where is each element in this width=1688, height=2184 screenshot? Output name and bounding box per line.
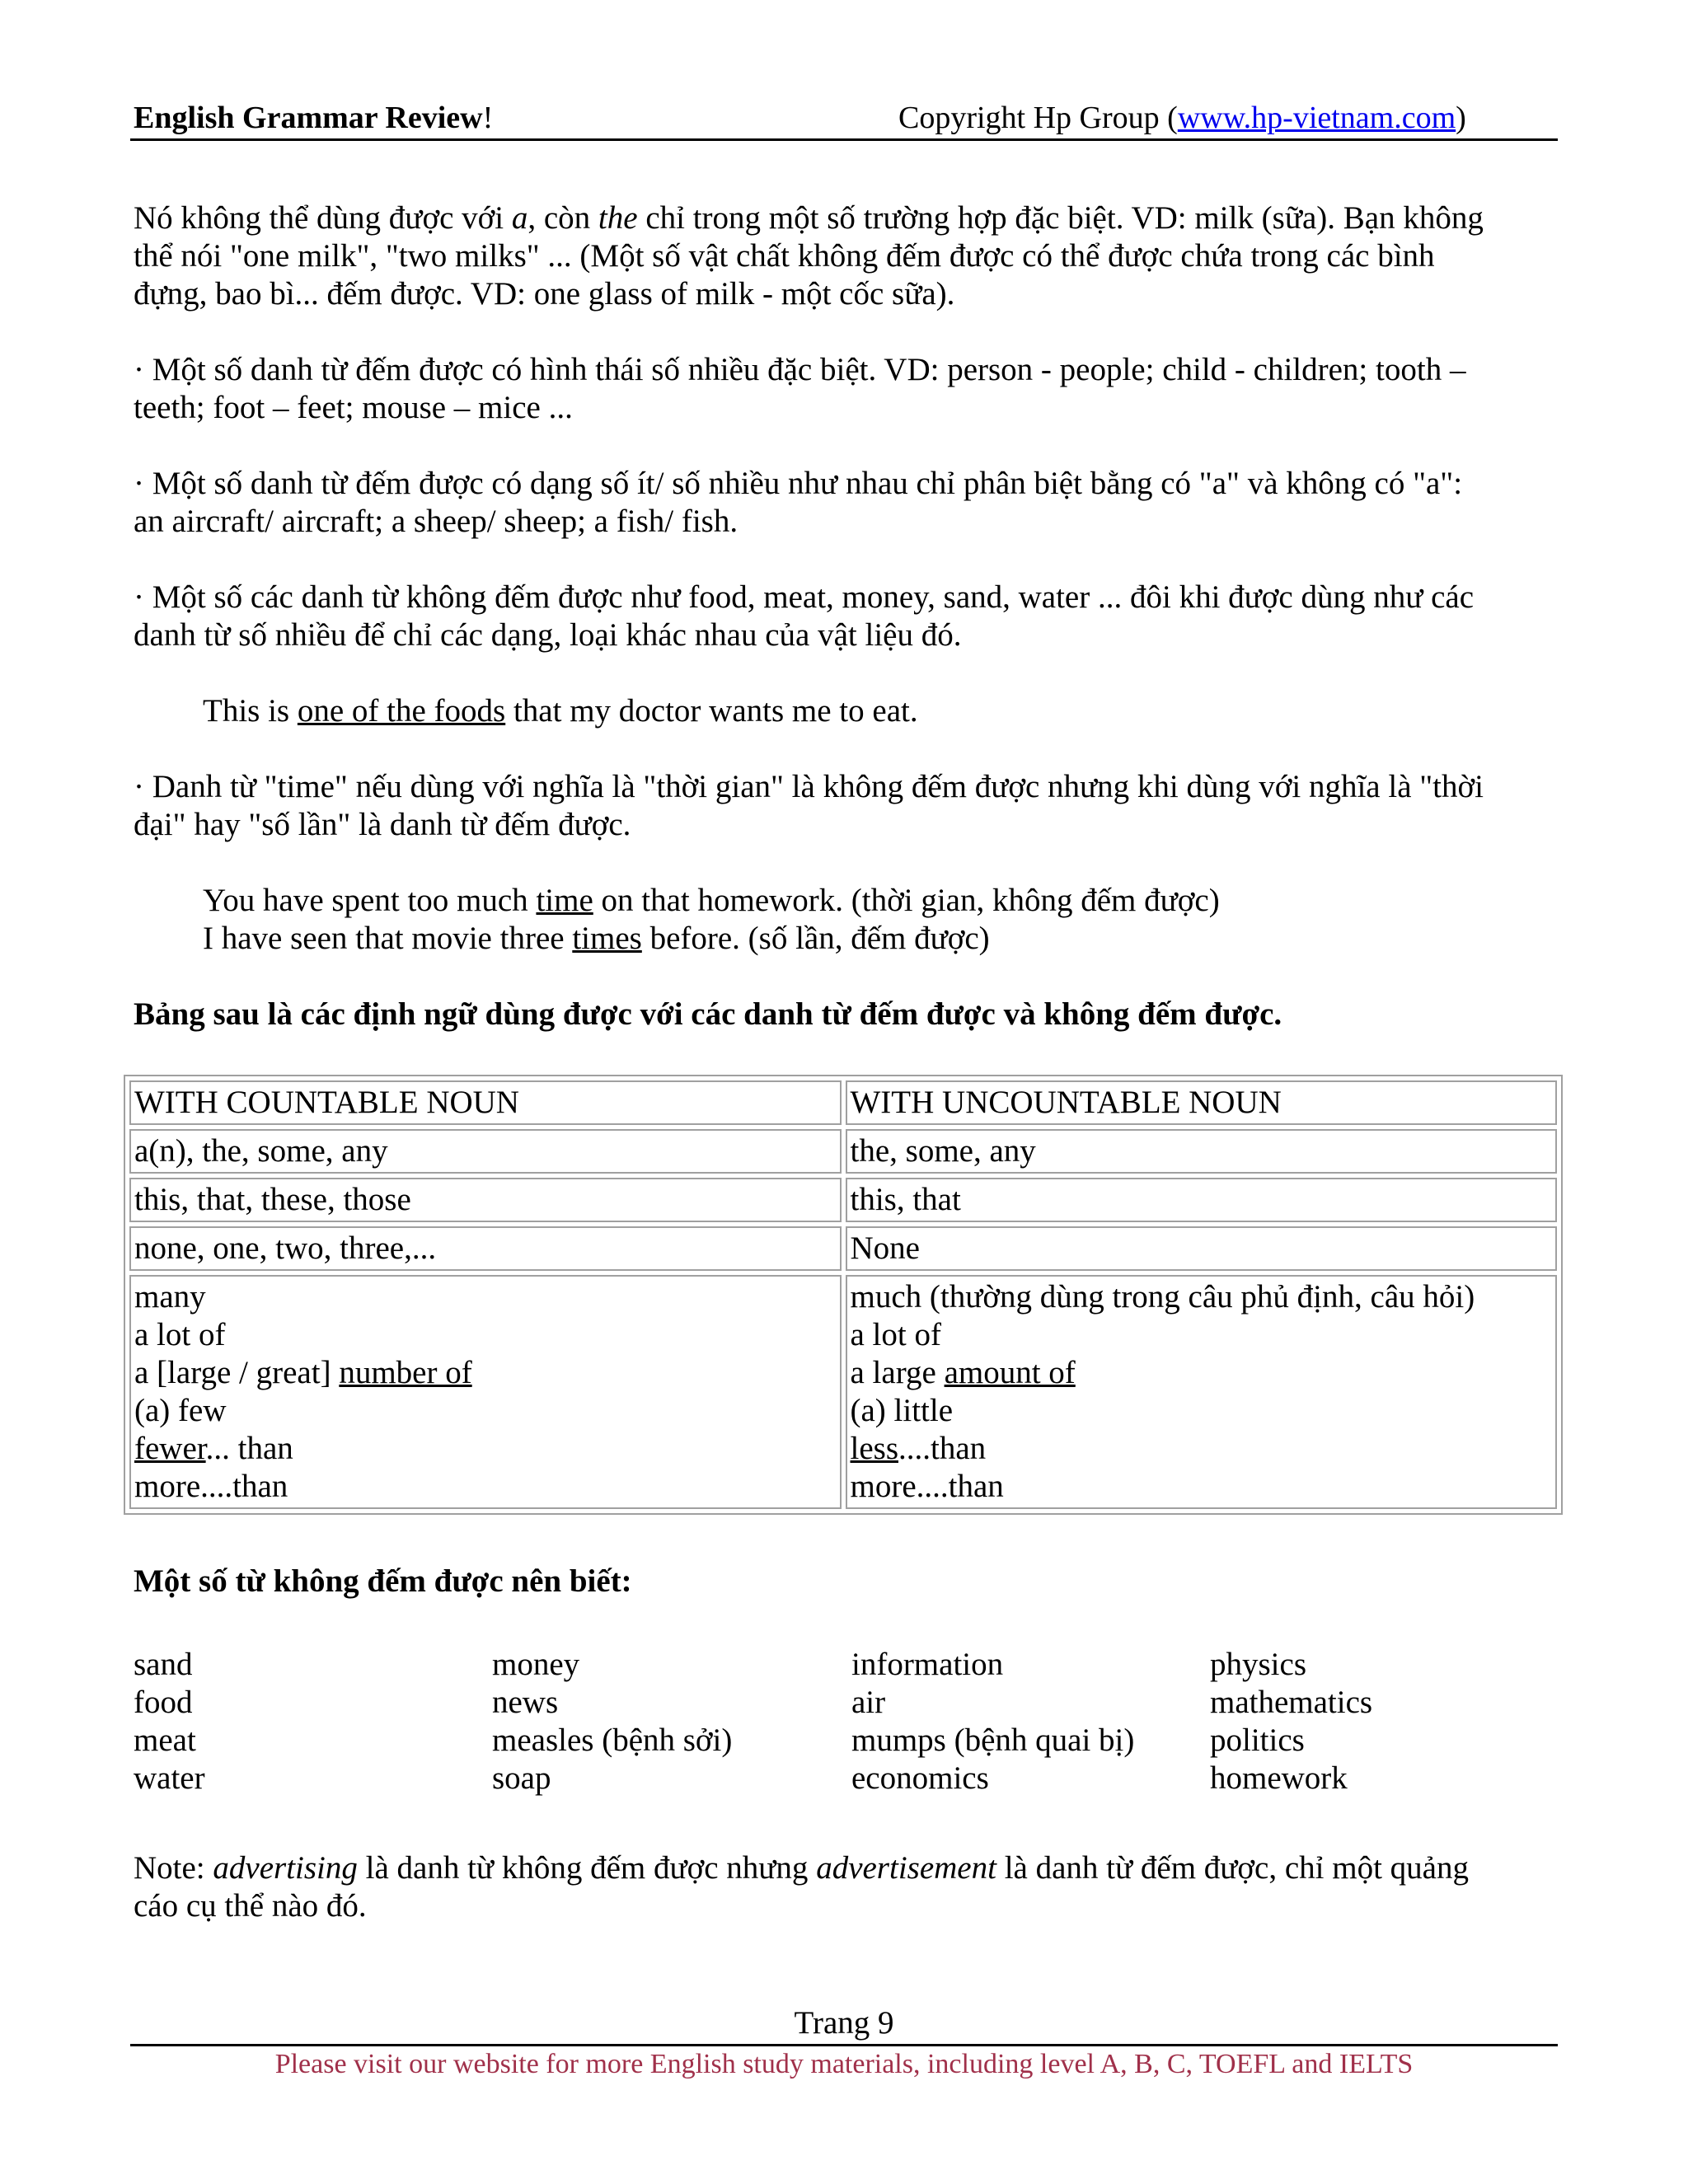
para2-line1: · Một số danh từ đếm được có hình thái số nhiều đặc biệt. VD: person - people; child - children; tooth –	[134, 352, 1466, 387]
cell-uncountable-quantifiers	[846, 1275, 1558, 1509]
uncountable-heading: Một số từ không đếm được nên biết:	[134, 1563, 632, 1599]
word-column	[134, 1646, 205, 1797]
header-cell-countable: WITH COUNTABLE NOUN	[129, 1080, 842, 1125]
para3-line2: an aircraft/ aircraft; a sheep/ sheep; a fish/ fish.	[134, 504, 738, 539]
para1-line1	[134, 199, 1484, 237]
italic-the: the	[598, 200, 638, 236]
example-time	[203, 882, 1220, 920]
word-item: soap	[492, 1760, 551, 1796]
cell-countable: none, one, two, three,...	[129, 1226, 842, 1271]
header-rule	[130, 138, 1558, 141]
quantifier-line: (a) little	[850, 1393, 954, 1428]
word-item: physics	[1210, 1647, 1306, 1682]
header-title	[134, 99, 493, 137]
word-column	[1210, 1646, 1372, 1797]
cell-countable-quantifiers	[129, 1275, 842, 1509]
para1-line3: đựng, bao bì... đếm được. VD: one glass of milk - một cốc sữa).	[134, 276, 955, 312]
quantifier-line: more....than	[850, 1469, 1004, 1504]
para5-line1: · Danh từ "time" nếu dùng với nghĩa là "thời gian" là không đếm được nhưng khi dùng với nghĩa là "thời	[134, 769, 1484, 804]
cell-uncountable: this, that	[846, 1178, 1558, 1222]
word-item: information	[851, 1647, 1004, 1682]
text-span: là danh từ không đếm được nhưng	[357, 1850, 817, 1886]
quantifier-line	[851, 1354, 1553, 1392]
text-span: that my doctor wants me to eat.	[505, 693, 918, 729]
quantifier-line: much (thường dùng trong câu phủ định, câu hỏi)	[850, 1279, 1475, 1315]
header-title-text: English Grammar Review	[134, 101, 483, 135]
quantifier-line: a lot of	[134, 1317, 226, 1352]
word-item: meat	[134, 1722, 196, 1758]
underlined-phrase: one of the foods	[297, 693, 506, 729]
underlined-word: time	[536, 883, 593, 918]
note-line1	[134, 1849, 1469, 1887]
word-item: food	[134, 1685, 193, 1720]
word-item: measles (bệnh sởi)	[492, 1722, 733, 1758]
quantifier-line: more....than	[134, 1469, 288, 1504]
word-item: mathematics	[1210, 1685, 1373, 1720]
para1-line2: thể nói "one milk", "two milks" ... (Một số vật chất không đếm được có thể được chứa trong các bình	[134, 238, 1435, 274]
table-row	[129, 1275, 1557, 1509]
text-span: I have seen that movie three	[203, 921, 573, 956]
footer-visit-note: Please visit our website for more English study materials, including level A, B, C, TOEFL and IELTS	[274, 2049, 1414, 2079]
word-item: news	[492, 1685, 559, 1720]
word-item: air	[851, 1685, 886, 1720]
example-times	[203, 920, 990, 958]
para3-line1: · Một số danh từ đếm được có dạng số ít/ số nhiều như nhau chỉ phân biệt bằng có "a" và không có "a":	[134, 466, 1463, 501]
underlined-phrase: amount of	[944, 1355, 1076, 1390]
underlined-word: times	[572, 921, 642, 956]
quantifier-line	[851, 1430, 1553, 1468]
word-item: sand	[134, 1647, 193, 1682]
copyright-prefix: Copyright Hp Group (	[898, 101, 1178, 135]
example-foods	[203, 692, 918, 730]
underlined-word: less	[850, 1431, 898, 1466]
header-title-punct: !	[482, 101, 494, 135]
note-line2: cáo cụ thể nào đó.	[134, 1888, 367, 1924]
text-span: a large	[850, 1355, 945, 1390]
italic-word: advertising	[213, 1850, 358, 1886]
word-item: homework	[1210, 1760, 1348, 1796]
cell-countable: this, that, these, those	[129, 1178, 842, 1222]
para5-line2: đại" hay "số lần" là danh từ đếm được.	[134, 807, 631, 842]
para4-line1: · Một số các danh từ không đếm được như food, meat, money, sand, water ... đôi khi được dùng như các	[134, 579, 1475, 615]
header-cell-uncountable: WITH UNCOUNTABLE NOUN	[846, 1080, 1558, 1125]
word-item: money	[492, 1647, 580, 1682]
footer-rule	[130, 2044, 1558, 2046]
para4-line2: danh từ số nhiều để chỉ các dạng, loại khác nhau của vật liệu đó.	[134, 617, 962, 653]
quantifier-line	[134, 1430, 837, 1468]
website-link[interactable]: www.hp-vietnam.com	[1177, 101, 1456, 135]
page-number: Trang 9	[794, 2005, 894, 2041]
text-span: You have spent too much	[203, 883, 537, 918]
table-header-row	[129, 1080, 1557, 1125]
table-heading: Bảng sau là các định ngữ dùng được với các danh từ đếm được và không đếm được.	[134, 996, 1282, 1032]
text-span: on that homework. (thời gian, không đếm được)	[593, 883, 1220, 918]
cell-uncountable: None	[846, 1226, 1558, 1271]
text-span: This is	[203, 693, 298, 729]
word-column	[492, 1646, 732, 1797]
table-row	[129, 1129, 1557, 1174]
copyright-suffix: )	[1456, 101, 1466, 135]
table-row	[129, 1178, 1557, 1222]
italic-word: advertisement	[816, 1850, 996, 1886]
word-item: economics	[851, 1760, 989, 1796]
para2-line2: teeth; foot – feet; mouse – mice ...	[134, 390, 573, 425]
text-span: Note:	[134, 1850, 213, 1886]
text-span: , còn	[528, 200, 598, 236]
text-span: Nó không thể dùng được với	[134, 200, 512, 236]
cell-countable: a(n), the, some, any	[129, 1129, 842, 1174]
quantifier-line: many	[134, 1279, 206, 1315]
text-span: a [large / great]	[134, 1355, 340, 1390]
text-span: ....than	[898, 1431, 987, 1466]
header-copyright	[898, 99, 1466, 137]
italic-a: a	[511, 200, 528, 236]
text-span: chỉ trong một số trường hợp đặc biệt. VD: milk (sữa). Bạn không	[637, 200, 1484, 236]
table-row	[129, 1226, 1557, 1271]
text-span: là danh từ đếm được, chỉ một quảng	[996, 1850, 1469, 1886]
quantifier-line	[134, 1354, 837, 1392]
word-item: politics	[1210, 1722, 1305, 1758]
word-item: water	[134, 1760, 205, 1796]
underlined-phrase: number of	[339, 1355, 472, 1390]
word-column	[851, 1646, 1134, 1797]
word-item: mumps (bệnh quai bị)	[851, 1722, 1135, 1758]
cell-uncountable: the, some, any	[846, 1129, 1558, 1174]
text-span: ... than	[205, 1431, 293, 1466]
quantifier-line: a lot of	[850, 1317, 941, 1352]
underlined-word: fewer	[134, 1431, 206, 1466]
quantifier-line: (a) few	[134, 1393, 227, 1428]
text-span: before. (số lần, đếm được)	[641, 921, 990, 956]
determiners-table	[124, 1075, 1563, 1515]
